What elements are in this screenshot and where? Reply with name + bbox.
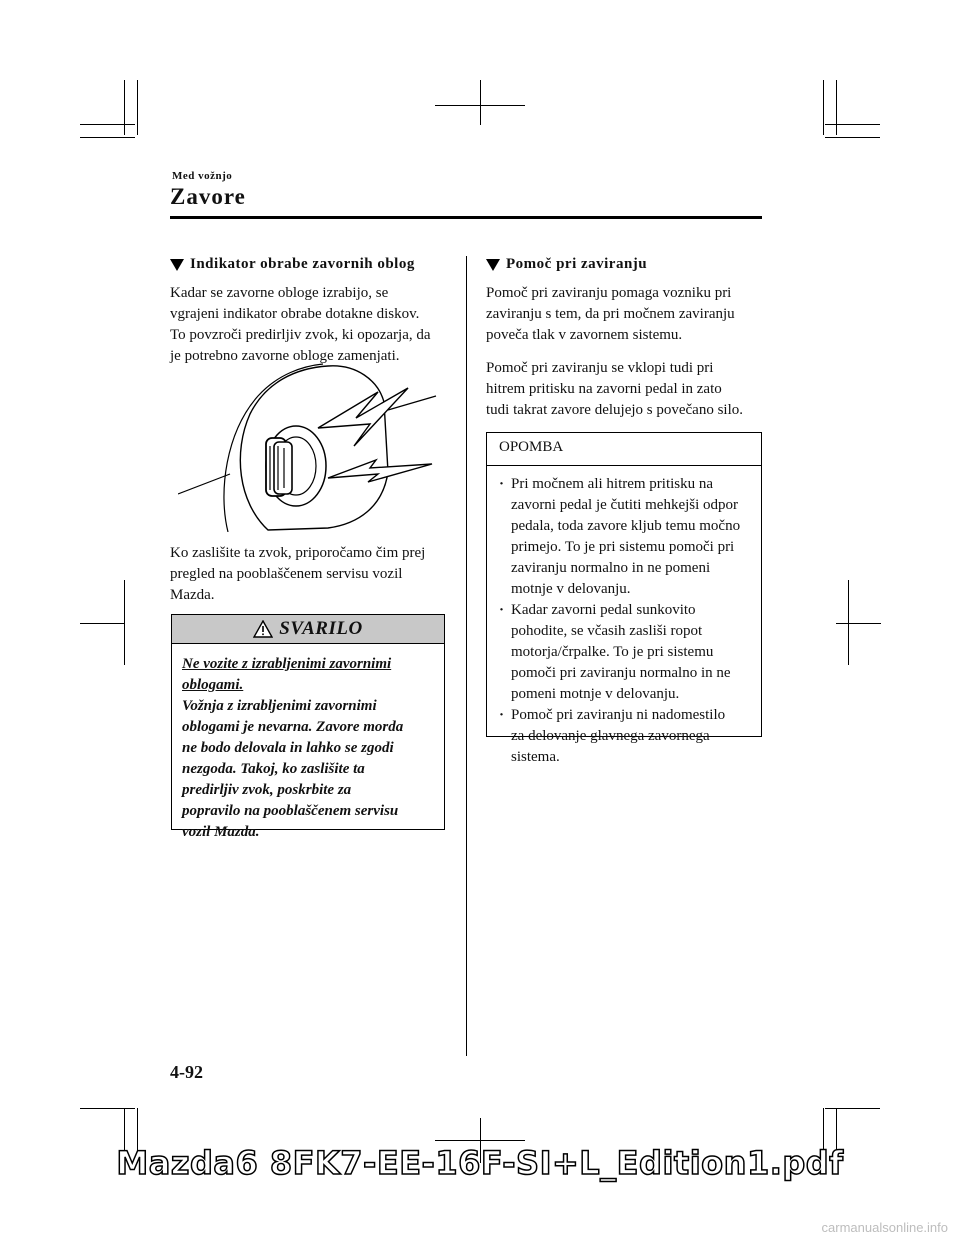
column-divider: [466, 256, 467, 1056]
note-line: · Kadar zavorni pedal sunkovito: [511, 602, 696, 618]
note-line: za delovanje glavnega zavornega: [511, 728, 710, 744]
warning-label: SVARILO: [279, 618, 363, 639]
note-list: [487, 466, 761, 768]
document-filename: Mazda6 8FK7-EE-16F-SI+L_Edition1.pdf: [116, 1144, 844, 1182]
note-line: · Pomoč pri zaviranju ni nadomestilo: [511, 707, 726, 723]
text-line: Pomoč pri zaviranju pomaga vozniku pri: [486, 285, 732, 301]
note-item: [499, 600, 755, 705]
crop-mark: [825, 137, 880, 138]
text-line: poveča tlak v zavornem sistemu.: [486, 327, 683, 343]
warning-header: [172, 615, 444, 644]
note-label: OPOMBA: [487, 433, 761, 466]
crop-mark: [480, 80, 481, 125]
crop-mark: [836, 623, 881, 624]
warning-body: [172, 644, 444, 843]
warning-text-line: popravilo na pooblaščenem servisu: [182, 803, 399, 819]
note-line: motnje v delovanju.: [511, 581, 631, 597]
text-line: To povzroči predirljiv zvok, ki opozarja, da: [170, 327, 431, 343]
paragraph-service-advice: [170, 543, 450, 606]
paragraph-brake-assist-activation: [486, 358, 766, 421]
crop-mark: [823, 80, 824, 135]
warning-text-line: oblogami je nevarna. Zavore morda: [182, 719, 404, 735]
note-line: pomoči pri zaviranju normalno in ne: [511, 665, 731, 681]
crop-mark: [836, 80, 837, 135]
crop-mark: [435, 105, 525, 106]
paragraph-wear-indicator: [170, 283, 450, 367]
triangle-marker-icon: [486, 259, 500, 271]
note-line: sistema.: [511, 749, 560, 765]
text-line: Kadar se zavorne obloge izrabijo, se: [170, 285, 389, 301]
site-watermark: carmanualsonline.info: [821, 1220, 948, 1235]
crop-mark: [80, 137, 135, 138]
crop-mark: [80, 1108, 135, 1109]
heading-brake-wear-indicator: [170, 256, 415, 273]
note-line: · Pri močnem ali hitrem pritisku na: [511, 476, 714, 492]
triangle-marker-icon: [170, 259, 184, 271]
text-line: vgrajeni indikator obrabe dotakne diskov.: [170, 306, 420, 322]
text-line: tudi takrat zavore delujejo s povečano silo.: [486, 402, 743, 418]
warning-triangle-icon: [253, 620, 273, 638]
note-line: motorja/črpalke. To je pri sistemu: [511, 644, 714, 660]
note-line: primejo. To je pri sistemu pomoči pri: [511, 539, 735, 555]
text-line: zaviranju s tem, da pri močnem zaviranju: [486, 306, 735, 322]
brake-wear-illustration: [178, 362, 440, 532]
warning-text-line: Vožnja z izrabljenimi zavornimi: [182, 698, 377, 714]
note-line: pohodite, se včasih zasliši ropot: [511, 623, 703, 639]
note-line: zavorni pedal je čutiti mehkejši odpor: [511, 497, 739, 513]
crop-mark: [80, 623, 125, 624]
warning-lead-line: oblogami.: [182, 677, 244, 693]
note-box: [486, 432, 762, 765]
heading-text: Indikator obrabe zavornih oblog: [190, 256, 415, 272]
text-line: Pomoč pri zaviranju se vklopi tudi pri: [486, 360, 714, 376]
section-label: Med vožnjo: [172, 170, 233, 182]
paragraph-brake-assist-intro: [486, 283, 766, 346]
warning-text-line: vozil Mazda.: [182, 824, 260, 840]
crop-mark: [137, 80, 138, 135]
title-rule: [170, 216, 762, 219]
text-line: pregled na pooblaščenem servisu vozil: [170, 566, 403, 582]
note-line: zaviranju normalno in ne pomeni: [511, 560, 711, 576]
text-line: hitrem pritisku na zavorni pedal in zato: [486, 381, 722, 397]
note-line: pedala, toda zavore kljub temu močno: [511, 518, 741, 534]
warning-text-line: predirljiv zvok, poskrbite za: [182, 782, 352, 798]
warning-box: [171, 614, 445, 840]
heading-brake-assist: [486, 256, 647, 273]
warning-text-line: ne bodo delovala in lahko se zgodi: [182, 740, 394, 756]
note-item: [499, 474, 755, 600]
crop-mark: [80, 124, 135, 125]
text-line: je potrebno zavorne obloge zamenjati.: [170, 348, 400, 364]
crop-mark: [825, 1108, 880, 1109]
page-number: 4-92: [170, 1062, 203, 1082]
crop-mark: [825, 124, 880, 125]
text-line: Ko zaslišite ta zvok, priporočamo čim prej: [170, 545, 426, 561]
note-line: pomeni motnje v delovanju.: [511, 686, 680, 702]
page-title: Zavore: [170, 184, 246, 209]
crop-mark: [435, 1140, 525, 1141]
heading-text: Pomoč pri zaviranju: [506, 256, 648, 272]
text-line: Mazda.: [170, 587, 215, 603]
warning-lead-line: Ne vozite z izrabljenimi zavornimi: [182, 656, 392, 672]
crop-mark: [124, 80, 125, 135]
warning-text-line: nezgoda. Takoj, ko zaslišite ta: [182, 761, 365, 777]
note-item: [499, 705, 755, 768]
